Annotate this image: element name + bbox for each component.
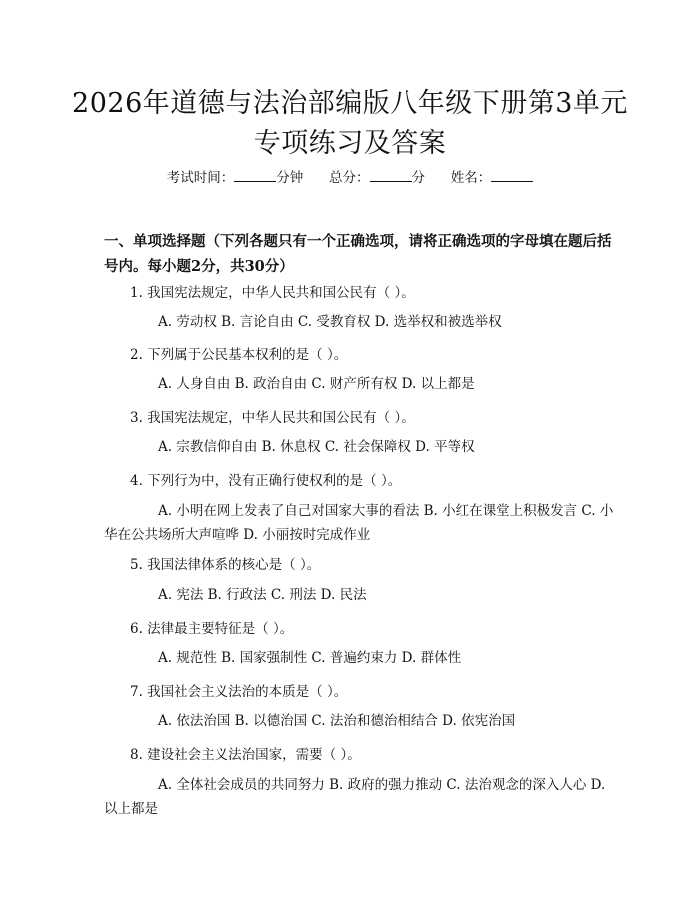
exam-time-blank[interactable] <box>234 169 276 182</box>
question-options: A. 宗教信仰自由 B. 休息权 C. 社会保障权 D. 平等权 <box>158 439 475 455</box>
student-name-label: 姓名： <box>450 170 492 186</box>
question-stem: 2. 下列属于公民基本权利的是（ ）。 <box>130 347 348 363</box>
question-options: A. 依法治国 B. 以德治国 C. 法治和德治相结合 D. 依宪治国 <box>158 713 516 729</box>
question-stem: 5. 我国法律体系的核心是（ ）。 <box>130 557 321 573</box>
exam-time-label: 考试时间： <box>166 170 235 186</box>
total-score-blank[interactable] <box>370 169 412 182</box>
section-heading: 一、单项选择题（下列各题只有一个正确选项，请将正确选项的字母填在题后括号内。每小题2分，共30分） <box>104 233 612 275</box>
question-stem: 8. 建设社会主义法治国家，需要（ ）。 <box>130 747 361 763</box>
question-stem: 6. 法律最主要特征是（ ）。 <box>130 621 294 637</box>
question-options: A. 小明在网上发表了自己对国家大事的看法 B. 小红在课堂上积极发言 C. 小华在公共场所大声喧哗 D. 小丽按时完成作业 <box>104 503 614 543</box>
question-stem: 3. 我国宪法规定，中华人民共和国公民有（ ）。 <box>130 410 415 426</box>
question-stem: 4. 下列行为中，没有正确行使权利的是（ ）。 <box>130 473 402 489</box>
question-options: A. 宪法 B. 行政法 C. 刑法 D. 民法 <box>158 587 367 603</box>
question-options: A. 规范性 B. 国家强制性 C. 普遍约束力 D. 群体性 <box>158 650 462 666</box>
exam-info-line <box>0 168 700 188</box>
question-stem: 7. 我国社会主义法治的本质是（ ）。 <box>130 684 348 700</box>
question-options: A. 人身自由 B. 政治自由 C. 财产所有权 D. 以上都是 <box>158 376 475 392</box>
total-score-unit: 分 <box>411 170 425 186</box>
exam-time-unit: 分钟 <box>276 170 304 186</box>
total-score-label: 总分： <box>329 170 370 186</box>
question-stem: 1. 我国宪法规定，中华人民共和国公民有（ ）。 <box>130 285 415 301</box>
question-options: A. 全体社会成员的共同努力 B. 政府的强力推动 C. 法治观念的深入人心 D. 以上都是 <box>104 777 606 817</box>
document-title: 2026年道德与法治部编版八年级下册第3单元专项练习及答案 <box>72 88 628 159</box>
student-name-blank[interactable] <box>491 169 533 182</box>
question-options: A. 劳动权 B. 言论自由 C. 受教育权 D. 选举权和被选举权 <box>158 314 502 330</box>
